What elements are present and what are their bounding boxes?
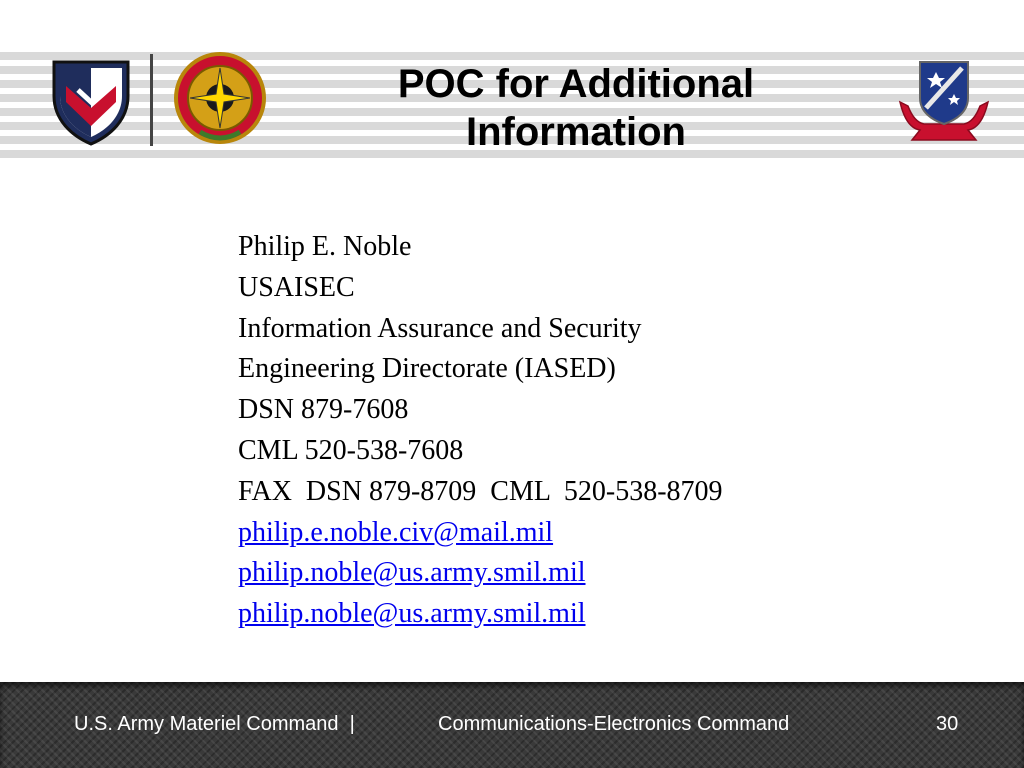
- slide-title-line-2: Information: [466, 110, 686, 154]
- contact-cml: CML 520-538-7608: [238, 434, 464, 466]
- email-link-unclassified[interactable]: philip.e.noble.civ@mail.mil: [238, 516, 554, 548]
- contact-directorate-line-1: Information Assurance and Security: [238, 312, 642, 344]
- slide-title-line-1: POC for Additional: [397, 62, 755, 106]
- footer-bar: [0, 682, 1024, 768]
- iased-shield-icon: [896, 58, 992, 144]
- army-materiel-command-shield-icon: [48, 56, 134, 148]
- footer-organization: U.S. Army Materiel Command |: [74, 713, 355, 735]
- contact-directorate-line-2: Engineering Directorate (IASED): [238, 353, 616, 385]
- slide-number: 30: [936, 713, 959, 735]
- cecom-insignia-icon: [172, 50, 268, 146]
- email-link-smil-2[interactable]: philip.noble@us.army.smil.mil: [238, 598, 586, 630]
- logo-divider: [150, 54, 153, 146]
- contact-organization: USAISEC: [238, 271, 355, 303]
- contact-dsn: DSN 879-7608: [238, 394, 409, 426]
- email-link-smil-1[interactable]: philip.noble@us.army.smil.mil: [238, 557, 586, 589]
- footer-command: Communications-Electronics Command: [438, 713, 790, 735]
- contact-block: [238, 227, 723, 635]
- slide-title: [320, 60, 832, 156]
- contact-fax: FAX DSN 879-8709 CML 520-538-8709: [238, 475, 723, 507]
- contact-name: Philip E. Noble: [238, 231, 412, 262]
